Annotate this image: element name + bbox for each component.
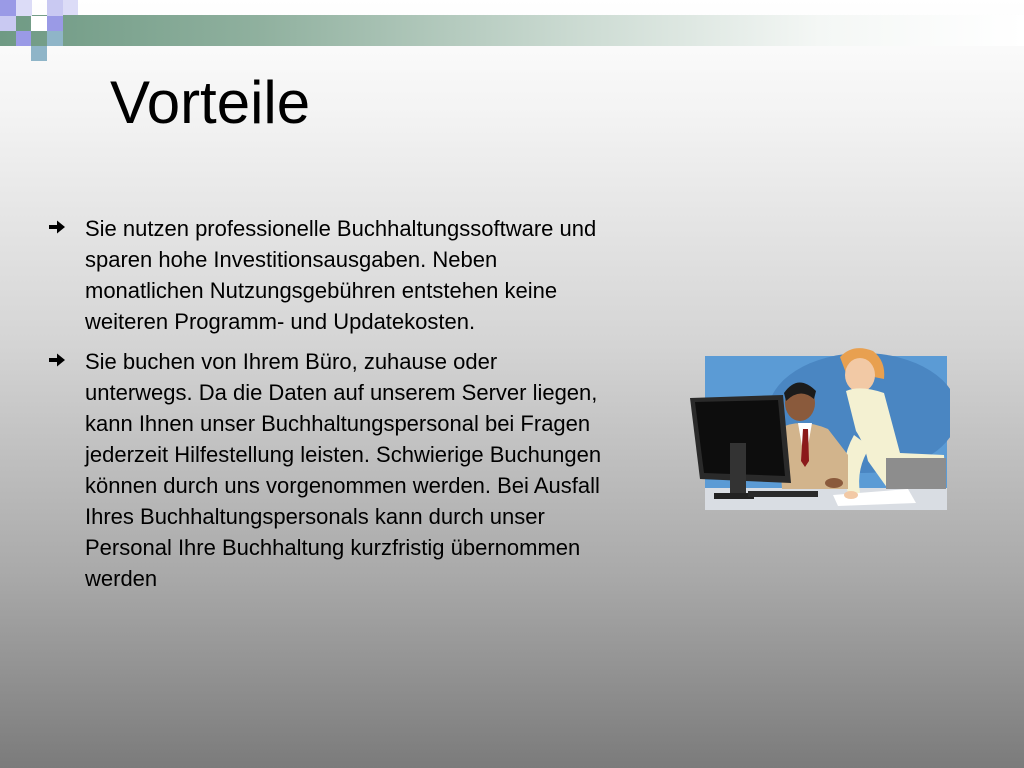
- bullet-list: [45, 213, 605, 603]
- decor-square: [0, 0, 16, 16]
- bullet-item: [45, 213, 605, 337]
- decor-square: [31, 46, 47, 61]
- decor-square: [31, 16, 47, 31]
- decor-square: [16, 0, 32, 16]
- decor-square: [16, 31, 31, 46]
- bullet-text: Sie nutzen professionelle Buchhaltungssoftware und sparen hohe Investitionsausgaben. Neben monatlichen Nutzungsgebühren entstehen keine weiteren Programm- und Updatekosten.: [85, 216, 597, 334]
- header-band: [0, 15, 1024, 46]
- decor-square: [63, 0, 78, 15]
- arrow-right-icon: [48, 219, 66, 235]
- slide-title: Vorteile: [110, 69, 311, 136]
- decor-square: [47, 16, 63, 31]
- arrow-right-icon: [48, 352, 66, 368]
- bullet-text: Sie buchen von Ihrem Büro, zuhause oder unterwegs. Da die Daten auf unserem Server liegen, kann Ihnen unser Buchhaltungspersonal bei Fragen jederzeit Hilfestellung leisten. Schwierige Buchungen können durch uns vorgenommen werden. Bei Ausfall Ihres Buchhaltungspersonals kann durch unser Personal Ihre Buchhaltung kurzfristig übernommen werden: [85, 349, 602, 591]
- decor-square: [47, 31, 63, 46]
- office-workers-at-computer-illustration: [688, 343, 950, 513]
- bullet-item: [45, 346, 605, 594]
- decor-square: [47, 0, 63, 16]
- decor-square: [0, 16, 16, 31]
